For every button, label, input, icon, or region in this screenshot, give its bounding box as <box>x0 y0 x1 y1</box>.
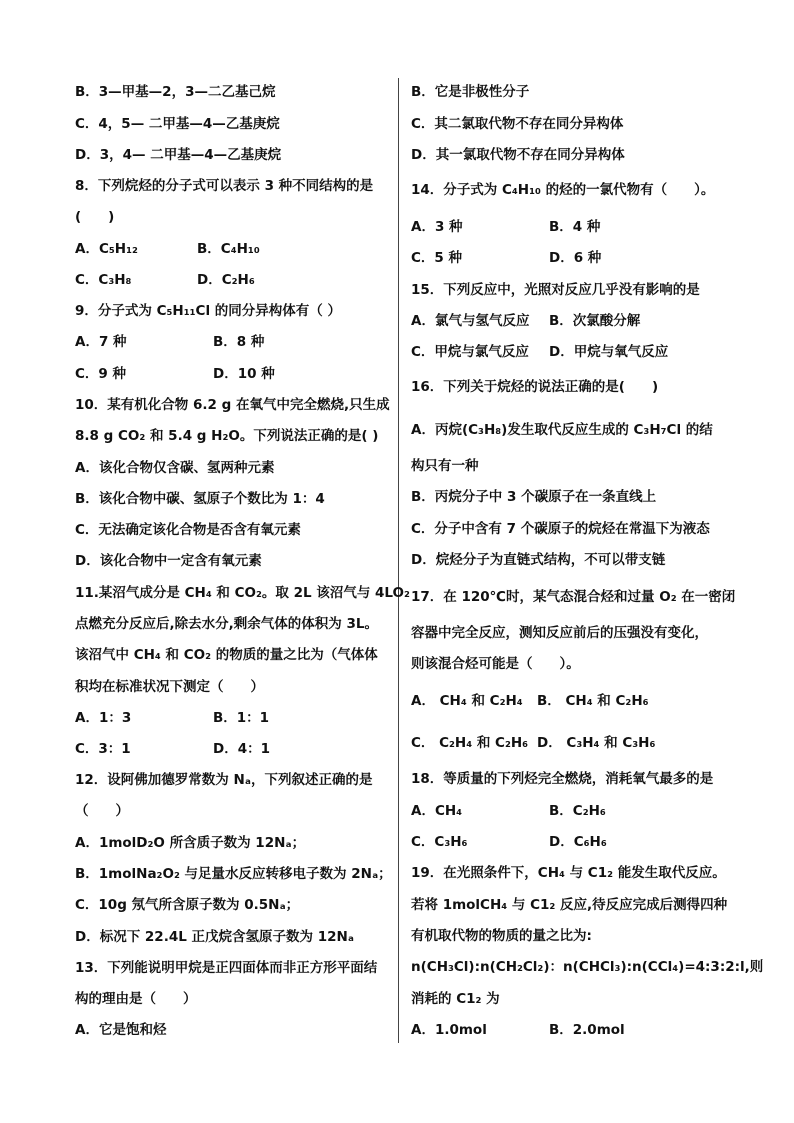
q9-stem: 9．分子式为 C₅H₁₁Cl 的同分异构体有（ ） <box>75 303 341 319</box>
q8-option-a: A．C₅H₁₂ <box>75 241 138 257</box>
q13-option-d: D．其一氯取代物不存在同分异构体 <box>411 147 625 163</box>
q19-stem-line2: 若将 1molCH₄ 与 C1₂ 反应,待反应完成后测得四种 <box>411 897 728 913</box>
q18-options-row1 <box>411 802 606 820</box>
q13-option-b: B．它是非极性分子 <box>411 84 530 100</box>
q12-option-d: D．标况下 22.4L 正戊烷含氢原子数为 12Nₐ <box>75 929 354 945</box>
q14-option-a: A．3 种 <box>411 219 463 235</box>
q10-stem-line2: 8.8 g CO₂ 和 5.4 g H₂O。下列说法正确的是( ) <box>75 428 379 444</box>
q8-option-d: D．C₂H₆ <box>197 272 255 288</box>
q13-stem-line2: 构的理由是（ ） <box>75 991 197 1007</box>
q11-stem-line1: 11.某沼气成分是 CH₄ 和 CO₂。取 2L 该沼气与 4LO₂ <box>75 585 410 601</box>
q8-option-c: C．C₃H₈ <box>75 272 132 288</box>
q11-options-row2 <box>75 740 270 758</box>
q14-options-row2 <box>411 249 601 267</box>
q14-option-d: D．6 种 <box>549 250 602 266</box>
q14-options-row1 <box>411 218 600 236</box>
column-divider <box>398 78 399 1043</box>
q19-stem-line5: 消耗的 C1₂ 为 <box>411 991 500 1007</box>
q7-option-b: B．3—甲基—2，3—二乙基己烷 <box>75 84 276 100</box>
q17-option-a: A． CH₄ 和 C₂H₄ <box>411 693 523 709</box>
q18-option-a: A．CH₄ <box>411 803 463 819</box>
q11-options-row1 <box>75 709 269 727</box>
q18-stem: 18．等质量的下列烃完全燃烧，消耗氧气最多的是 <box>411 771 714 787</box>
q16-option-c: C．分子中含有 7 个碳原子的烷烃在常温下为液态 <box>411 521 710 537</box>
q18-option-c: C．C₃H₆ <box>411 834 468 850</box>
q9-option-d: D．10 种 <box>213 366 275 382</box>
q17-option-c: C． C₂H₄ 和 C₂H₆ <box>411 735 529 751</box>
q16-option-a-line1: A．丙烷(C₃H₈)发生取代反应生成的 C₃H₇Cl 的结 <box>411 422 713 438</box>
q8-options-row2 <box>75 271 255 289</box>
q8-option-b: B．C₄H₁₀ <box>197 241 260 257</box>
q15-options-row1 <box>411 312 640 330</box>
q11-stem-line3: 该沼气中 CH₄ 和 CO₂ 的物质的量之比为（气体体 <box>75 647 378 663</box>
q14-option-c: C．5 种 <box>411 250 463 266</box>
q19-option-b: B．2.0mol <box>549 1022 625 1038</box>
q11-option-a: A．1：3 <box>75 710 132 726</box>
q13-option-c: C．其二氯取代物不存在同分异构体 <box>411 116 624 132</box>
q16-option-b: B．丙烷分子中 3 个碳原子在一条直线上 <box>411 489 657 505</box>
q16-option-d: D．烷烃分子为直链式结构，不可以带支链 <box>411 552 666 568</box>
q18-option-b: B．C₂H₆ <box>549 803 606 819</box>
q10-option-d: D．该化合物中一定含有氧元素 <box>75 553 262 569</box>
q15-option-c: C．甲烷与氯气反应 <box>411 344 529 360</box>
q7-option-d: D．3，4— 二甲基—4—乙基庚烷 <box>75 147 282 163</box>
q17-options-row1 <box>411 692 649 710</box>
q11-stem-line2: 点燃充分反应后,除去水分,剩余气体的体积为 3L。 <box>75 616 378 632</box>
q9-option-b: B．8 种 <box>213 334 265 350</box>
q12-option-a: A．1molD₂O 所含质子数为 12Nₐ； <box>75 835 306 851</box>
q12-blank: （ ） <box>75 803 129 819</box>
q15-options-row2 <box>411 343 668 361</box>
q10-stem-line1: 10．某有机化合物 6.2 g 在氧气中完全燃烧,只生成 <box>75 397 390 413</box>
q16-stem: 16．下列关于烷烃的说法正确的是( ) <box>411 379 659 395</box>
q14-stem: 14．分子式为 C₄H₁₀ 的烃的一氯代物有（ ）。 <box>411 182 715 198</box>
q17-stem-line1: 17．在 120℃时，某气态混合烃和过量 O₂ 在一密闭 <box>411 589 736 605</box>
q9-options-row2 <box>75 365 275 383</box>
q12-stem: 12．设阿佛加德罗常数为 Nₐ，下列叙述正确的是 <box>75 772 373 788</box>
q15-option-a: A．氯气与氢气反应 <box>411 313 530 329</box>
q10-option-b: B．该化合物中碳、氢原子个数比为 1：4 <box>75 491 325 507</box>
q12-option-b: B．1molNa₂O₂ 与足量水反应转移电子数为 2Nₐ； <box>75 866 392 882</box>
q9-option-a: A．7 种 <box>75 334 127 350</box>
q7-option-c: C．4，5— 二甲基—4—乙基庚烷 <box>75 116 280 132</box>
q19-stem-line3: 有机取代物的物质的量之比为: <box>411 928 592 944</box>
q14-option-b: B．4 种 <box>549 219 601 235</box>
q11-option-b: B．1：1 <box>213 710 270 726</box>
q17-option-b: B． CH₄ 和 C₂H₆ <box>537 693 649 709</box>
q9-option-c: C．9 种 <box>75 366 127 382</box>
q15-stem: 15．下列反应中，光照对反应几乎没有影响的是 <box>411 282 700 298</box>
q16-option-a-line2: 构只有一种 <box>411 458 479 474</box>
q11-stem-line4: 积均在标准状况下测定（ ） <box>75 679 264 695</box>
q11-option-d: D．4：1 <box>213 741 270 757</box>
q18-option-d: D．C₆H₆ <box>549 834 607 850</box>
q11-option-c: C．3：1 <box>75 741 131 757</box>
q9-options-row1 <box>75 333 264 351</box>
q15-option-b: B．次氯酸分解 <box>549 313 641 329</box>
q19-option-a: A．1.0mol <box>411 1022 487 1038</box>
q10-option-c: C．无法确定该化合物是否含有氧元素 <box>75 522 301 538</box>
q19-stem-line4: n(CH₃Cl):n(CH₂Cl₂)：n(CHCl₃):n(CCl₄)=4:3:2:l,则 <box>411 959 764 975</box>
q19-options-row1 <box>411 1021 625 1039</box>
q15-option-d: D．甲烷与氧气反应 <box>549 344 669 360</box>
q8-options-row1 <box>75 240 260 258</box>
q17-options-row2 <box>411 734 655 752</box>
q8-stem: 8．下列烷烃的分子式可以表示 3 种不同结构的是 <box>75 178 374 194</box>
q19-stem-line1: 19．在光照条件下，CH₄ 与 C1₂ 能发生取代反应。 <box>411 865 726 881</box>
q17-option-d: D． C₃H₄ 和 C₃H₆ <box>537 735 656 751</box>
q17-stem-line2: 容器中完全反应，测知反应前后的压强没有变化， <box>411 625 708 641</box>
q13-stem-line1: 13．下列能说明甲烷是正四面体而非正方形平面结 <box>75 960 378 976</box>
q18-options-row2 <box>411 833 607 851</box>
q13-option-a: A．它是饱和烃 <box>75 1022 167 1038</box>
q12-option-c: C．10g 氖气所含原子数为 0.5Nₐ； <box>75 897 300 913</box>
q10-option-a: A．该化合物仅含碳、氢两种元素 <box>75 460 275 476</box>
q8-blank: ( ) <box>75 209 115 225</box>
q17-stem-line3: 则该混合烃可能是（ ）。 <box>411 656 580 672</box>
